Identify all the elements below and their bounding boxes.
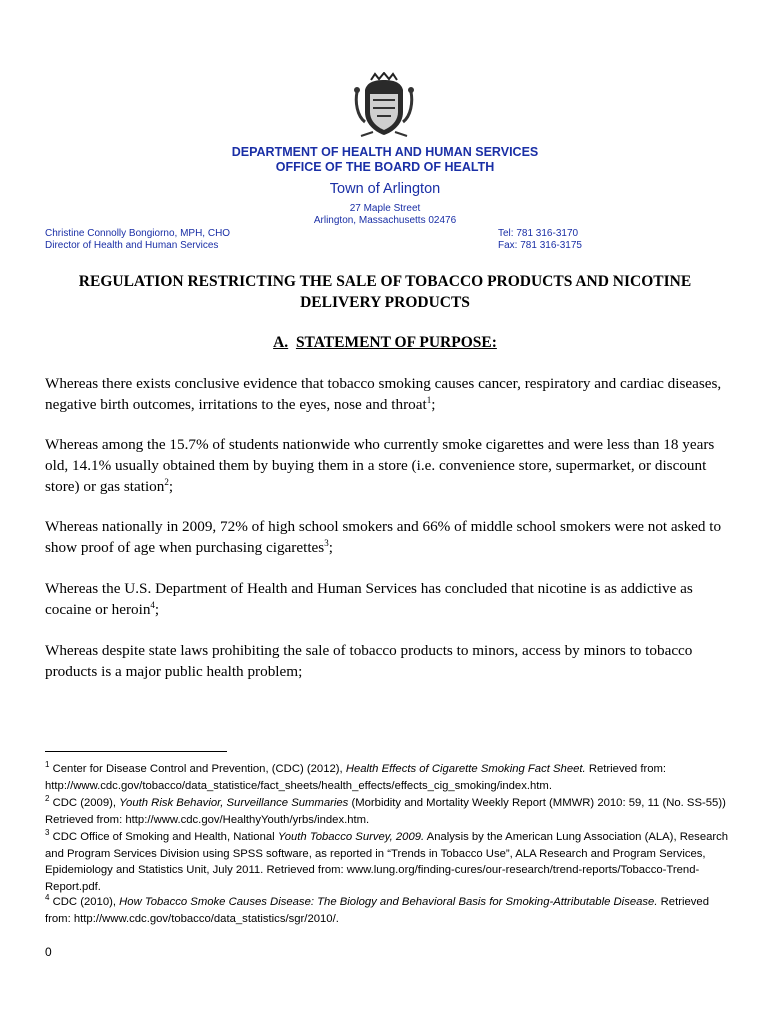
footnote-ref: 1 bbox=[426, 394, 432, 405]
footnote-source-title: Youth Tobacco Survey, 2009. bbox=[277, 831, 425, 843]
footnote-text: CDC Office of Smoking and Health, National bbox=[52, 831, 278, 843]
whereas-paragraph bbox=[45, 373, 735, 415]
department-name: DEPARTMENT OF HEALTH AND HUMAN SERVICES bbox=[231, 145, 539, 159]
title-line-2: DELIVERY PRODUCTS bbox=[300, 294, 470, 311]
title-line-1: REGULATION RESTRICTING THE SALE OF TOBACCO PRODUCTS AND NICOTINE bbox=[78, 273, 692, 290]
footnote-source-title: How Tobacco Smoke Causes Disease: The Biology and Behavioral Basis for Smoking-Attributable Disease. bbox=[119, 896, 658, 908]
footnote-text: Center for Disease Control and Prevention, (CDC) (2012), bbox=[52, 763, 346, 775]
city-address: Arlington, Massachusetts 02476 bbox=[313, 215, 457, 226]
footnote-ref: 4 bbox=[150, 599, 155, 610]
paragraph-end: ; bbox=[168, 478, 174, 495]
town-seal-icon bbox=[353, 72, 415, 138]
paragraph-text: Whereas nationally in 2009, 72% of high school smokers and 66% of middle school smokers were not asked to show proof of age when purchasing cigarettes bbox=[45, 518, 722, 556]
footnote bbox=[45, 761, 735, 794]
whereas-paragraph bbox=[45, 640, 735, 682]
whereas-paragraph bbox=[45, 516, 735, 558]
footnote-text: CDC (2009), bbox=[52, 797, 120, 809]
document-title bbox=[60, 271, 710, 313]
whereas-paragraph bbox=[45, 434, 735, 497]
paragraph-text: Whereas among the 15.7% of students nationwide who currently smoke cigarettes and were less than 18 years old, 14.1% usually obtained them by buying them in a store (i.e. convenience store, supermarket, or discount store) or gas station bbox=[45, 436, 715, 495]
footnote-ref: 3 bbox=[324, 537, 329, 548]
whereas-paragraph bbox=[45, 578, 735, 620]
paragraph-text: Whereas despite state laws prohibiting the sale of tobacco products to minors, access by minors to tobacco products is a major public health problem; bbox=[45, 642, 693, 680]
footnote-number: 4 bbox=[45, 893, 50, 903]
footnote bbox=[45, 795, 735, 828]
footnote-number: 1 bbox=[45, 760, 50, 770]
paragraph-end: ; bbox=[431, 396, 436, 413]
director-title: Director of Health and Human Services bbox=[45, 240, 219, 251]
footnote bbox=[45, 894, 735, 927]
page-number: 0 bbox=[45, 945, 52, 959]
footnote-number: 3 bbox=[45, 828, 50, 838]
paragraph-end: ; bbox=[154, 601, 160, 618]
footnote-retrieval: Retrieved from: http://www.cdc.gov/tobacco/data_statistice/fact_sheets/health_effects/effects_cig_smoking/index.htm. bbox=[45, 763, 667, 792]
section-title: STATEMENT OF PURPOSE: bbox=[295, 334, 497, 351]
footnote-number: 2 bbox=[45, 794, 50, 804]
footnote bbox=[45, 829, 735, 895]
paragraph-end: ; bbox=[328, 539, 333, 556]
footnote-source-title: Health Effects of Cigarette Smoking Fact Sheet. bbox=[345, 763, 586, 775]
footnote-retrieval: Analysis by the American Lung Association (ALA), Research and Program Services Division using SPSS software, as reported in “Trends in Tobacco Use”, ALA Research and Program Services, Epidemiology and Statistics Unit, July 2011. Retrieved from: www.lung.org/finding-cures/our-research/trend-reports/Tobacco-Trend-Report.pdf. bbox=[45, 831, 729, 893]
phone-number: Tel: 781 316-3170 bbox=[498, 228, 579, 239]
fax-number: Fax: 781 316-3175 bbox=[498, 240, 582, 251]
footnote-retrieval: Retrieved from: http://www.cdc.gov/tobacco/data_statistics/sgr/2010/. bbox=[45, 896, 709, 925]
contact-block bbox=[498, 228, 582, 252]
footnote-source-title: Youth Risk Behavior, Surveillance Summaries bbox=[119, 797, 349, 809]
section-label: A. bbox=[273, 334, 289, 351]
paragraph-text: Whereas there exists conclusive evidence that tobacco smoking causes cancer, respiratory and cardiac diseases, negative birth outcomes, irritations to the eyes, nose and throat bbox=[45, 375, 722, 413]
footnote-ref: 2 bbox=[164, 476, 169, 487]
director-name: Christine Connolly Bongiorno, MPH, CHO bbox=[45, 228, 231, 239]
footnote-text: CDC (2010), bbox=[52, 896, 120, 908]
director-block bbox=[45, 228, 230, 252]
town-name: Town of Arlington bbox=[329, 181, 441, 197]
street-address: 27 Maple Street bbox=[349, 203, 421, 214]
office-name: OFFICE OF THE BOARD OF HEALTH bbox=[275, 160, 495, 174]
paragraph-text: Whereas the U.S. Department of Health and Human Services has concluded that nicotine is as addictive as cocaine or heroin bbox=[45, 580, 693, 618]
footnote-retrieval: (Morbidity and Mortality Weekly Report (MMWR) 2010: 59, 11 (No. SS-55)) Retrieved from: http://www.cdc.gov/HealthyYouth/yrbs/index.htm. bbox=[45, 797, 726, 826]
section-heading bbox=[0, 334, 770, 352]
footnote-divider bbox=[45, 751, 227, 752]
